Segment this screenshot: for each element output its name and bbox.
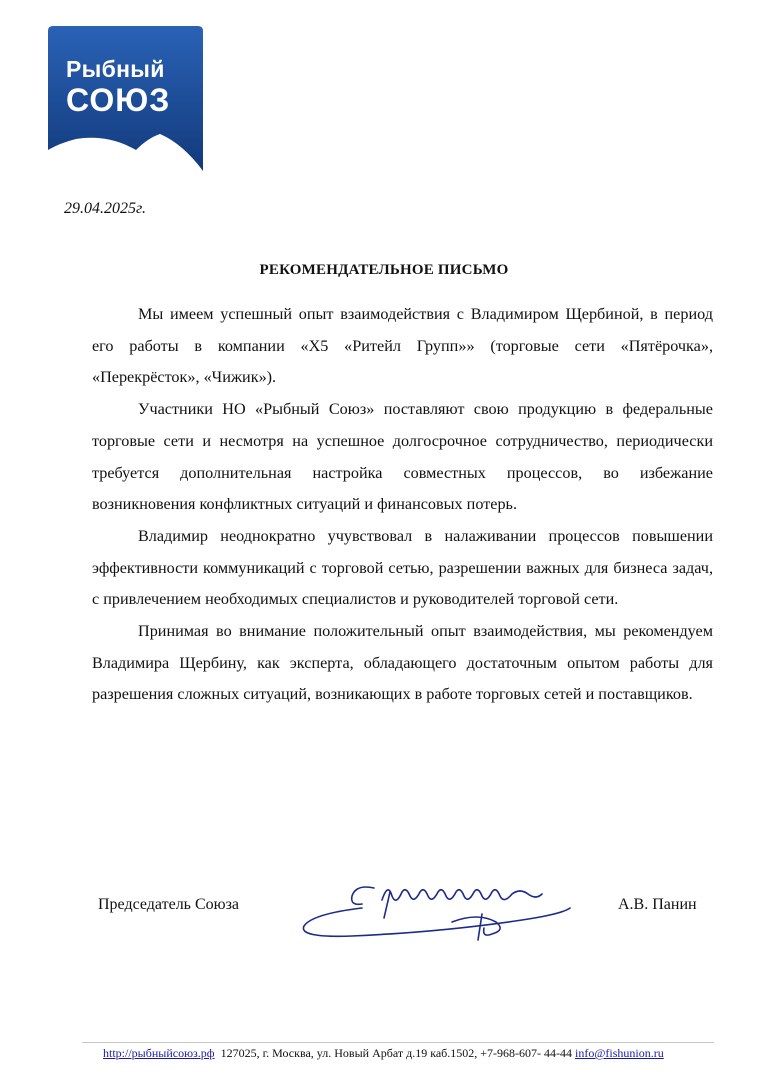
logo-line-1: Рыбный (66, 56, 165, 82)
website-link[interactable]: http://рыбныйсоюз.рф (103, 1046, 215, 1060)
paragraph-4: Принимая во внимание положительный опыт взаимодействия, мы рекомендуем Владимира Щербину, как эксперта, обладающего достаточным опытом работы для разрешения сложных ситуаций, возникающих в работе торговых сетей и поставщиков. (92, 622, 713, 704)
paragraph-2: Участники НО «Рыбный Союз» поставляют свою продукцию в федеральные торговые сети и несмотря на успешное долгосрочное сотрудничество, периодически требуется дополнительная настройка совместных процессов, во избежание возникновения конфликтных ситуаций и финансовых потерь. (92, 400, 713, 514)
fish-union-logo (48, 26, 203, 171)
footer-address: 127025, г. Москва, ул. Новый Арбат д.19 каб.1502, +7-968-607- 44-44 (220, 1046, 573, 1060)
footer-divider (82, 1042, 714, 1043)
paragraph-1: Мы имеем успешный опыт взаимодействия с Владимиром Щербиной, в период его работы в компании «Х5 «Ритейл Групп»» (торговые сети «Пятёрочка», «Перекрёсток», «Чижик»). (92, 305, 713, 387)
handwritten-signature (292, 878, 578, 944)
paragraph-3: Владимир неоднократно учувствовал в налаживании процессов повышении эффективности коммуникаций с торговой сетью, разрешении важных для бизнеса задач, с привлечением необходимых специалистов и руководителей торговой сети. (92, 526, 713, 609)
letter-title: РЕКОМЕНДАТЕЛЬНОЕ ПИСЬМО (259, 262, 509, 278)
signer-name: А.В. Панин (618, 896, 697, 913)
signer-role: Председатель Союза (98, 896, 240, 913)
footer-contacts (103, 1046, 664, 1061)
logo-line-2: СОЮЗ (66, 82, 171, 118)
letter-body (92, 299, 713, 711)
letter-date: 29.04.2025г. (64, 200, 147, 217)
email-link[interactable]: info@fishunion.ru (575, 1046, 664, 1060)
